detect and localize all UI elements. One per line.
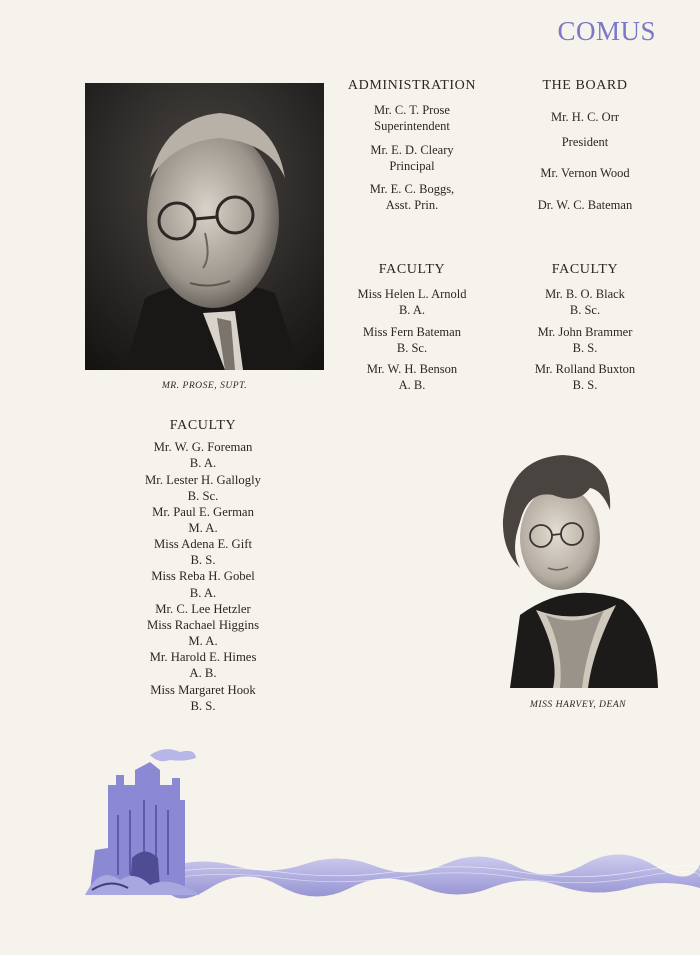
castle-icon	[85, 749, 200, 895]
admin-title: Asst. Prin.	[385, 198, 439, 213]
faculty-line: B. A.	[189, 456, 217, 471]
faculty-line: B. S.	[190, 698, 216, 713]
board-heading: THE BOARD	[542, 78, 628, 93]
page-header-title: COMUS	[557, 16, 656, 46]
faculty-line: Miss Margaret Hook	[150, 682, 256, 697]
faculty-name: Miss Helen L. Arnold	[357, 287, 467, 302]
faculty-entry	[510, 361, 660, 393]
faculty-line: B. Sc.	[187, 488, 219, 503]
admin-name: Mr. C. T. Prose	[374, 103, 450, 118]
portrait-woman-illustration	[498, 450, 658, 688]
faculty-section-left	[118, 418, 288, 714]
faculty-entry	[337, 286, 487, 318]
faculty-section-right	[510, 262, 660, 400]
faculty-line: Miss Adena E. Gift	[154, 537, 252, 552]
faculty-degree: A. B.	[398, 378, 426, 393]
board-name: Mr. Vernon Wood	[540, 165, 630, 180]
admin-entry	[337, 102, 487, 134]
admin-name: Mr. E. C. Boggs,	[369, 182, 455, 197]
faculty-entry	[510, 286, 660, 318]
admin-title: Principal	[389, 158, 435, 173]
faculty-heading: FACULTY	[551, 262, 619, 277]
faculty-degree: B. Sc.	[569, 303, 601, 318]
faculty-name: Mr. W. H. Benson	[366, 362, 458, 377]
photo-miss-harvey	[498, 450, 658, 688]
photo-caption-prose: MR. PROSE, SUPT.	[161, 380, 248, 391]
faculty-line: Mr. Harold E. Himes	[149, 650, 257, 665]
faculty-degree: B. S.	[572, 340, 598, 355]
admin-entry	[337, 181, 487, 213]
portrait-man-illustration	[85, 83, 324, 370]
board-name: Dr. W. C. Bateman	[537, 197, 633, 212]
faculty-line: Miss Rachael Higgins	[146, 617, 260, 632]
faculty-line: Mr. W. G. Foreman	[153, 440, 253, 455]
board-entry	[510, 109, 660, 150]
faculty-name: Mr. John Brammer	[537, 324, 633, 339]
castle-wave-decoration	[0, 740, 700, 900]
board-section	[510, 78, 660, 229]
faculty-degree: B. A.	[398, 303, 426, 318]
board-name: Mr. H. C. Orr	[550, 110, 620, 125]
wave-band-icon	[165, 854, 700, 898]
faculty-line: M. A.	[188, 520, 218, 535]
board-title: President	[561, 135, 609, 150]
photo-caption-harvey: MISS HARVEY, DEAN	[529, 699, 627, 710]
faculty-name: Mr. Rolland Buxton	[534, 362, 636, 377]
administration-heading: ADMINISTRATION	[347, 78, 477, 93]
faculty-line: Mr. Lester H. Gallogly	[145, 472, 261, 487]
admin-title: Superintendent	[374, 119, 450, 134]
board-entry	[510, 165, 660, 181]
faculty-line: M. A.	[188, 634, 218, 649]
faculty-line: Miss Reba H. Gobel	[151, 569, 255, 584]
faculty-degree: B. S.	[572, 378, 598, 393]
faculty-line: B. S.	[190, 553, 216, 568]
faculty-entry	[337, 361, 487, 393]
faculty-heading: FACULTY	[378, 262, 446, 277]
faculty-degree: B. Sc.	[396, 340, 428, 355]
faculty-line: Mr. Paul E. German	[152, 504, 254, 519]
photo-mr-prose	[85, 83, 324, 370]
faculty-heading: FACULTY	[169, 418, 237, 433]
faculty-line: Mr. C. Lee Hetzler	[155, 601, 251, 616]
board-entry	[510, 197, 660, 213]
admin-name: Mr. E. D. Cleary	[370, 142, 454, 157]
faculty-name: Miss Fern Bateman	[363, 324, 461, 339]
faculty-entry	[510, 324, 660, 356]
faculty-name: Mr. B. O. Black	[545, 287, 625, 302]
faculty-line: B. A.	[189, 585, 217, 600]
faculty-section-middle	[337, 262, 487, 400]
faculty-line: A. B.	[189, 666, 217, 681]
faculty-entry	[337, 324, 487, 356]
admin-entry	[337, 142, 487, 174]
administration-section	[337, 78, 487, 220]
